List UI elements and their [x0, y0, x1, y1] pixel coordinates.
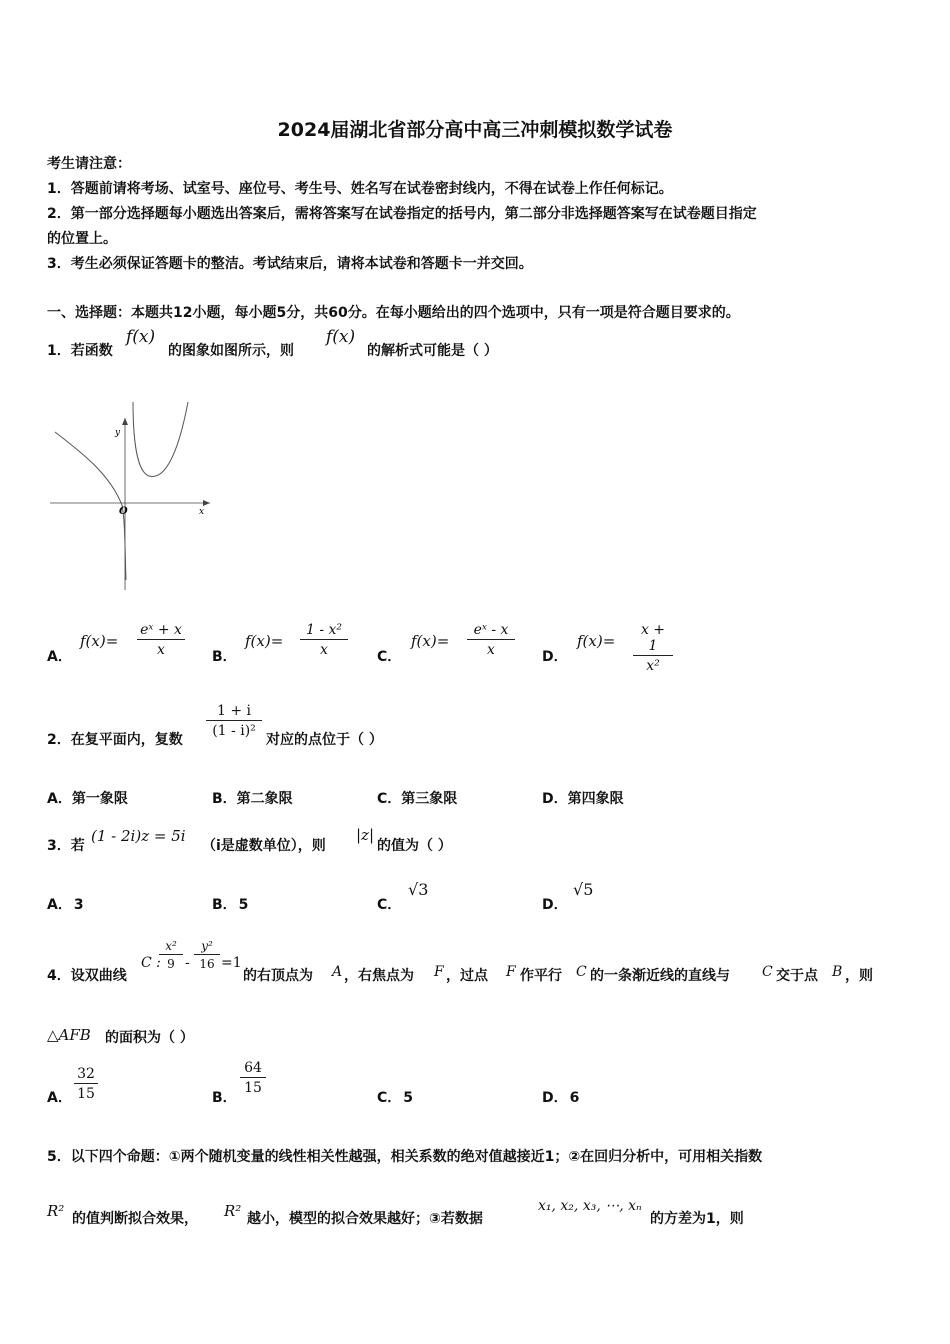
q5-r2: R²	[47, 1202, 65, 1220]
q1-option-c-den: x	[487, 642, 495, 658]
q3-option-d-label[interactable]: D．	[542, 897, 568, 913]
q4-frac-y	[194, 939, 220, 971]
q4-text-6: 的一条渐近线的直线与	[590, 968, 730, 984]
section-heading: 一、选择题：本题共12小题，每小题5分，共60分。在每小题给出的四个选项中，只有一项是符合题目要求的。	[47, 305, 740, 321]
q3-text-3: 的值为（ ）	[377, 838, 452, 854]
q2-num: 1 + i	[206, 703, 262, 721]
q3-option-b-value: 5	[238, 897, 249, 913]
q1-option-c-label: C．	[377, 649, 402, 665]
q1-option-b-den: x	[320, 642, 328, 658]
q4-eq-one: =1	[221, 955, 242, 971]
q2-option-a[interactable]: A．第一象限	[47, 791, 128, 807]
q5-data-list: x₁, x₂, x₃, ⋯, xₙ	[538, 1198, 642, 1214]
q1-option-a-den: x	[157, 642, 165, 658]
q4-sixteen: 16	[199, 957, 215, 971]
q3-text-2: （i是虚数单位），则	[202, 838, 326, 854]
q4-text-9: 的面积为（ ）	[105, 1030, 194, 1046]
q3-option-a-label: A．	[47, 897, 72, 913]
q1-option-d-fraction	[633, 622, 673, 674]
q3-option-c-label[interactable]: C．	[377, 897, 402, 913]
q4-text-1: 4．设双曲线	[47, 968, 127, 984]
notice-item-2: 2．第一部分选择题每小题选出答案后，需将答案写在试卷指定的括号内，第二部分非选择题答案写在试卷题目指定	[47, 206, 757, 222]
right-branch-curve	[133, 402, 188, 476]
q1-option-a-fraction	[137, 622, 185, 658]
q4-x2: x²	[159, 939, 183, 955]
q4-option-c-label: C．	[377, 1090, 402, 1106]
q4-triangle: △AFB	[47, 1026, 91, 1044]
q1-option-d-num: x + 1	[633, 622, 673, 656]
x-axis-label: x	[199, 507, 205, 517]
q1-option-a-label: A．	[47, 649, 72, 665]
q1-fx-1: f(x)	[126, 327, 156, 347]
q4-point-f-2: F	[506, 964, 516, 980]
q3-option-a[interactable]	[47, 894, 84, 914]
q1-option-b-lhs: f(x)=	[245, 632, 284, 650]
q4-option-a-den: 15	[77, 1086, 95, 1102]
q3-option-c-value: √3	[408, 880, 429, 899]
q3-abs-z: |z|	[356, 826, 375, 844]
q4-text-2: 的右顶点为	[243, 968, 313, 984]
q4-option-b-num: 64	[240, 1060, 266, 1078]
q4-option-b-label[interactable]: B．	[212, 1090, 237, 1106]
q4-text-3: ，右焦点为	[344, 968, 414, 984]
q4-text-5: 作平行	[520, 968, 562, 984]
q4-option-a-fraction	[74, 1066, 98, 1102]
q1-text-2: 的图象如图所示，则	[168, 343, 294, 359]
left-branch-curve	[55, 432, 126, 580]
q4-frac-x	[159, 939, 183, 971]
q1-option-c-lhs: f(x)=	[411, 632, 450, 650]
q4-text-8: ，则	[845, 968, 873, 984]
q5-text-1: 的值判断拟合效果，	[72, 1211, 198, 1227]
notice-heading: 考生请注意：	[47, 156, 131, 172]
q4-option-c[interactable]	[377, 1087, 413, 1107]
y-axis-arrow	[122, 418, 128, 425]
q1-text-3: 的解析式可能是（ ）	[367, 343, 498, 359]
q4-option-b-den: 15	[244, 1080, 262, 1096]
q4-minus: -	[185, 955, 190, 971]
y-axis-label: y	[115, 428, 121, 438]
q4-curve-c-2: C	[576, 964, 587, 980]
notice-item-2-cont: 的位置上。	[47, 231, 117, 247]
q4-text-4: ，过点	[446, 968, 488, 984]
q3-text-1: 3．若	[47, 838, 85, 854]
notice-item-3: 3．考生必须保证答题卡的整洁。考试结束后，请将本试卷和答题卡一并交回。	[47, 256, 533, 272]
q4-option-d[interactable]	[542, 1087, 579, 1107]
q1-option-d-den: x²	[646, 658, 660, 674]
page-title: 2024届湖北省部分高中高三冲刺模拟数学试卷	[277, 119, 673, 141]
x-axis-arrow	[203, 500, 210, 506]
q4-point-b: B	[832, 964, 843, 980]
q5-r2-b: R²	[224, 1202, 242, 1220]
q4-point-a: A	[332, 964, 343, 980]
q2-fraction	[206, 703, 262, 739]
q4-curve-name: C :	[141, 955, 161, 971]
q4-option-b-fraction	[240, 1060, 266, 1096]
q2-text-1: 2．在复平面内，复数	[47, 732, 183, 748]
q1-option-a-num: eˣ + x	[137, 622, 185, 640]
q1-option-a-lhs: f(x)=	[80, 632, 119, 650]
q1-option-d-lhs: f(x)=	[577, 632, 616, 650]
q1-option-d-label: D．	[542, 649, 568, 665]
q2-text-2: 对应的点位于（ ）	[266, 732, 383, 748]
q3-option-a-value: 3	[73, 897, 84, 913]
q4-option-d-label: D．	[542, 1090, 568, 1106]
q5-line-1: 5．以下四个命题：①两个随机变量的线性相关性越强，相关系数的绝对值越接近1；②在回归分析中，可用相关指数	[47, 1149, 763, 1165]
q4-point-f: F	[434, 964, 444, 980]
q4-option-a-label[interactable]: A．	[47, 1090, 72, 1106]
q3-equation: (1 - 2i)z = 5i	[91, 827, 186, 845]
q4-text-7: 交于点	[776, 968, 818, 984]
q1-option-b-label: B．	[212, 649, 237, 665]
q3-option-b-label: B．	[212, 897, 237, 913]
q4-curve-c-3: C	[762, 964, 773, 980]
origin-label: O	[119, 506, 128, 517]
q1-option-c-fraction	[467, 622, 515, 658]
q3-option-b[interactable]	[212, 894, 248, 914]
q2-den: (1 - i)²	[212, 723, 256, 739]
q4-option-a-num: 32	[74, 1066, 98, 1084]
q4-option-c-value: 5	[403, 1090, 414, 1106]
q1-text-1: 1．若函数	[47, 343, 113, 359]
q4-y2: y²	[194, 939, 220, 955]
q2-option-d[interactable]: D．第四象限	[542, 791, 624, 807]
q1-option-b-num: 1 - x²	[300, 622, 348, 640]
q4-option-d-value: 6	[569, 1090, 580, 1106]
q1-option-b-fraction	[300, 622, 348, 658]
q2-option-c[interactable]: C．第三象限	[377, 791, 458, 807]
q4-nine: 9	[167, 957, 175, 971]
function-graph	[45, 400, 220, 595]
q1-fx-2: f(x)	[326, 327, 356, 347]
q5-text-3: 的方差为1，则	[650, 1211, 744, 1227]
q1-option-c-num: eˣ - x	[467, 622, 515, 640]
q5-text-2: 越小，模型的拟合效果越好；③若数据	[247, 1211, 483, 1227]
q3-option-d-value: √5	[573, 880, 594, 899]
notice-item-1: 1．答题前请将考场、试室号、座位号、考生号、姓名写在试卷密封线内，不得在试卷上作任何标记。	[47, 181, 673, 197]
q2-option-b[interactable]: B．第二象限	[212, 791, 293, 807]
